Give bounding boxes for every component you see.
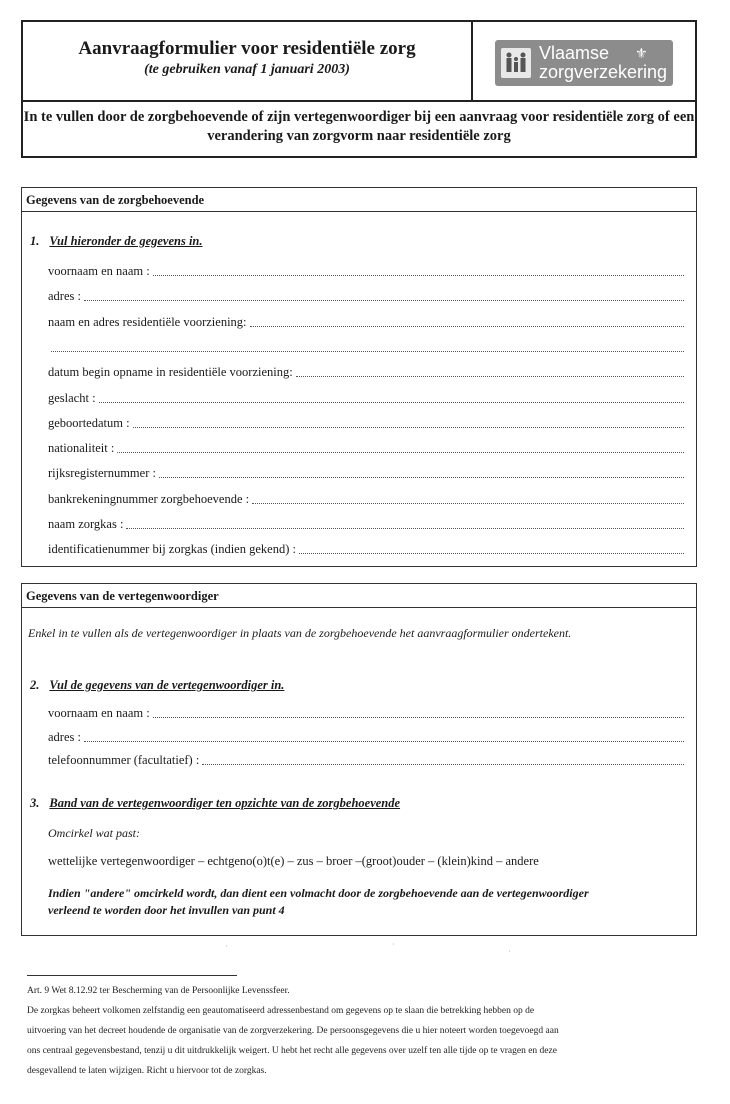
fill-in-line[interactable] (153, 275, 684, 276)
circle-instruction: Omcirkel wat past: (48, 826, 140, 840)
item-number: 2. (30, 678, 40, 692)
logo-word-1: Vlaamse (539, 43, 610, 63)
footnote-line-2: De zorgkas beheert volkomen zelfstandig een geautomatiseerd adressenbestand om gegevens op te slaan die betrekking hebben op de (27, 1006, 535, 1016)
fill-in-line[interactable] (84, 300, 684, 301)
fill-in-line[interactable] (250, 326, 684, 327)
form-field-row[interactable] (48, 314, 684, 330)
form-field-row[interactable] (48, 465, 684, 481)
item-number: 3. (30, 796, 40, 810)
fill-in-line[interactable] (296, 376, 684, 377)
form-field-row[interactable] (48, 390, 684, 406)
footnote-line-4: ons centraal gegevensbestand, tenzij u dit uitdrukkelijk weigert. U hebt het recht alle gegevens over uzelf ten alle tijde op te vragen en deze (27, 1046, 557, 1056)
field-label: naam en adres residentiële voorziening: (48, 314, 247, 329)
form-field-row[interactable] (48, 415, 684, 431)
footnote-line-1: Art. 9 Wet 8.12.92 ter Bescherming van de Persoonlijke Levenssfeer. (27, 986, 290, 996)
form-instruction: In te vullen door de zorgbehoevende of zijn vertegenwoordiger bij een aanvraag voor residentiële zorg of een verandering van zorgvorm naar residentiële zorg (23, 109, 695, 144)
form-field-row[interactable] (48, 364, 684, 380)
item-3-title (30, 796, 400, 811)
fill-in-line[interactable] (117, 452, 684, 453)
family-icon (501, 48, 531, 78)
section-vertegenwoordiger (21, 583, 697, 936)
fill-in-line[interactable] (126, 528, 684, 529)
form-field-row[interactable] (48, 440, 684, 456)
fill-in-line[interactable] (99, 402, 684, 403)
field-label: bankrekeningnummer zorgbehoevende : (48, 491, 250, 506)
field-label: telefoonnummer (facultatief) : (48, 753, 200, 767)
field-label: adres : (48, 729, 81, 744)
field-label: adres : (48, 289, 81, 304)
section-zorgbehoevende (21, 187, 697, 567)
fill-in-line[interactable] (252, 503, 684, 504)
form-title: Aanvraagformulier voor residentiële zorg (78, 38, 416, 59)
form-header (21, 20, 697, 158)
fill-in-line[interactable] (133, 427, 684, 428)
field-label: geslacht : (48, 390, 96, 405)
field-label: geboortedatum : (48, 415, 130, 430)
section-heading: Gegevens van de vertegenwoordiger (22, 584, 696, 608)
form-field-row[interactable] (48, 516, 684, 532)
relationship-options[interactable]: wettelijke vertegenwoordiger – echtgeno(o)t(e) – zus – broer –(groot)ouder – (klein)kind – andere (48, 854, 539, 868)
fill-in-line[interactable] (51, 351, 684, 352)
item-label: Vul de gegevens van de vertegenwoordiger in. (49, 678, 285, 692)
section-heading: Gegevens van de zorgbehoevende (22, 188, 696, 212)
footnote-rule (27, 975, 237, 976)
form-field-row[interactable] (48, 339, 684, 355)
footnote-line-3: uitvoering van het decreet houdende de organisatie van de zorgverzekering. De persoonsgegevens die u hier noteert worden toegevoegd aan (27, 1026, 559, 1036)
fill-in-line[interactable] (159, 477, 684, 478)
fill-in-line[interactable] (84, 741, 684, 742)
vlaamse-zorgverzekering-logo (495, 40, 673, 86)
field-label: nationaliteit : (48, 441, 115, 456)
footnote-line-5: desgevallend te laten wijzigen. Richt u hiervoor tot de zorgkas. (27, 1066, 267, 1076)
form-field-row[interactable] (48, 288, 684, 304)
field-label: naam zorgkas : (48, 517, 124, 531)
field-label: voornaam en naam : (48, 264, 150, 278)
form-field-row[interactable] (48, 729, 684, 745)
form-subtitle: (te gebruiken vanaf 1 januari 2003) (144, 62, 350, 77)
field-label: datum begin opname in residentiële voorziening: (48, 365, 293, 380)
item-1-title (30, 234, 203, 249)
form-field-row[interactable] (48, 752, 684, 768)
lion-icon: ⚜ (635, 45, 648, 61)
field-label: identificatienummer bij zorgkas (indien gekend) : (48, 542, 296, 557)
title-cell (23, 22, 473, 102)
form-field-row[interactable] (48, 705, 684, 721)
item-label: Vul hieronder de gegevens in. (49, 234, 203, 248)
fill-in-line[interactable] (299, 553, 684, 554)
proxy-warning: Indien "andere" omcirkeld wordt, dan dient een volmacht door de zorgbehoevende aan de vertegenwoordiger verleend te worden door het invullen van punt 4 (48, 886, 589, 917)
form-field-row[interactable] (48, 491, 684, 507)
form-field-row[interactable] (48, 541, 684, 557)
form-field-row[interactable] (48, 263, 684, 279)
fill-in-line[interactable] (202, 764, 684, 765)
logo-word-2: zorgverzekering (539, 62, 668, 82)
logo-cell (473, 22, 695, 102)
item-label: Band van de vertegenwoordiger ten opzichte van de zorgbehoevende (49, 796, 401, 810)
item-2-title (30, 678, 284, 693)
field-label: rijksregisternummer : (48, 466, 156, 481)
representative-note: Enkel in te vullen als de vertegenwoordiger in plaats van de zorgbehoevende het aanvraagformulier ondertekent. (28, 626, 572, 640)
item-number: 1. (30, 234, 40, 248)
field-label: voornaam en naam : (48, 706, 150, 720)
fill-in-line[interactable] (153, 717, 684, 718)
